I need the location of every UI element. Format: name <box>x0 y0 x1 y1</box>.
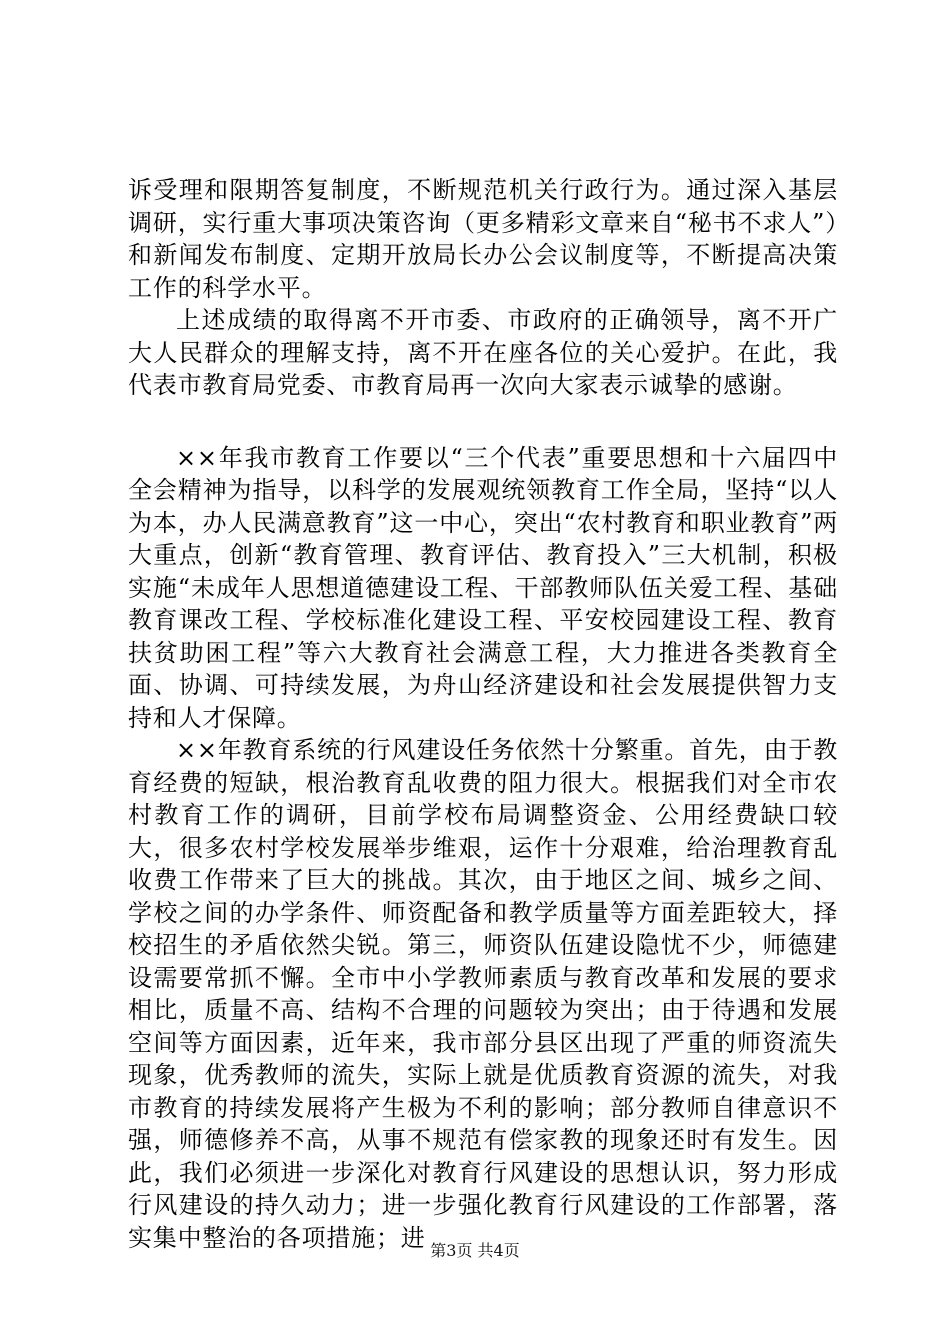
paragraph-spacer <box>128 402 838 442</box>
paragraph-conduct-building: ××年教育系统的行风建设任务依然十分繁重。首先，由于教育经费的短缺，根治教育乱收费的阻力很大。根据我们对全市农村教育工作的调研，目前学校布局调整资金、公用经费缺口较大，很多农村学校发展举步维艰，运作十分艰难，给治理教育乱收费工作带来了巨大的挑战。其次，由于地区之间、城乡之间、学校之间的办学条件、师资配备和教学质量等方面差距较大，择校招生的矛盾依然尖锐。第三，师资队伍建设隐忧不少，师德建设需要常抓不懈。全市中小学教师素质与教育改革和发展的要求相比，质量不高、结构不合理的问题较为突出；由于待遇和发展空间等方面因素，近年来，我市部分县区出现了严重的师资流失现象，优秀教师的流失，实际上就是优质教育资源的流失，对我市教育的持续发展将产生极为不利的影响；部分教师自律意识不强，师德修养不高，从事不规范有偿家教的现象还时有发生。因此，我们必须进一步深化对教育行风建设的思想认识，努力形成行风建设的持久动力；进一步强化教育行风建设的工作部署，落实集中整治的各项措施；进 <box>128 736 838 1252</box>
paragraph-acknowledgement: 上述成绩的取得离不开市委、市政府的正确领导，离不开广大人民群众的理解支持，离不开在座各位的关心爱护。在此，我代表市教育局党委、市教育局再一次向大家表示诚挚的感谢。 <box>128 306 838 399</box>
page-number-footer: 第3页 共4页 <box>430 1241 520 1260</box>
document-body <box>128 174 838 1254</box>
paragraph-continued: 诉受理和限期答复制度，不断规范机关行政行为。通过深入基层调研，实行重大事项决策咨询（更多精彩文章来自“秘书不求人”）和新闻发布制度、定期开放局长办公会议制度等，不断提高决策工作的科学水平。 <box>128 176 838 302</box>
paragraph-work-plan: ××年我市教育工作要以“三个代表”重要思想和十六届四中全会精神为指导，以科学的发展观统领教育工作全局，坚持“以人为本，办人民满意教育”这一中心，突出“农村教育和职业教育”两大重点，创新“教育管理、教育评估、教育投入”三大机制，积极实施“未成年人思想道德建设工程、干部教师队伍关爱工程、基础教育课改工程、学校标准化建设工程、平安校园建设工程、教育扶贫助困工程”等六大教育社会满意工程，大力推进各类教育全面、协调、可持续发展，为舟山经济建设和社会发展提供智力支持和人才保障。 <box>128 443 838 732</box>
